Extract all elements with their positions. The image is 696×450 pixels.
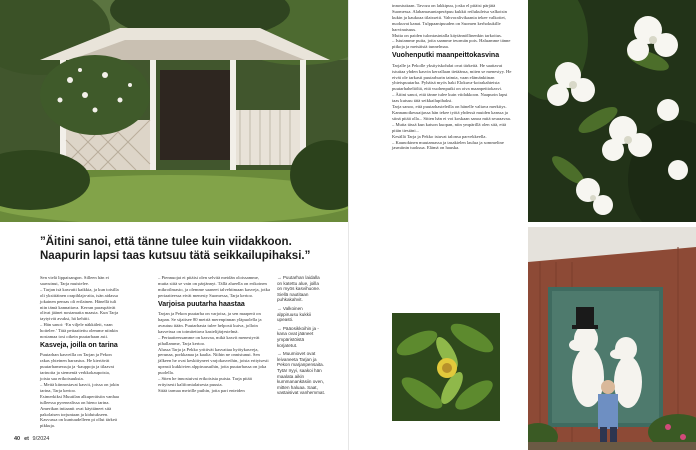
paragraph: – Mutta tässä kun katson kuopan, niin ympärillä olen sitä, että pitän tiestäni... [392,121,507,133]
photo-captions [277,275,325,399]
plant-closeup-photo [392,313,500,421]
caption-rhododendron: → Valkoinen alppiruusu kukkii upeasti. [277,305,311,323]
subheading: Vuohenputki maanpeittokasvina [392,52,500,60]
caption-shed: → Muumiovet ovat leivaneeta Tarjan ja Pekon marjanpensaita. Tytär Iryyi, saakoi hän maalata aikin kummanankäsiin oven, mitten haluaa. Saat, vastaisivat vanhemmat. [277,351,325,396]
paragraph: Sen vielä lippaisangon. Silleen hän ei saavutnut, Tarja muistelee. [40,275,109,286]
paragraph: Alussa Tarja ja Pekko yrittivät kasvattaa hyötykasveja, perunaa, porkkanaa ja kaalia. Niihin ne onnistunut. Sen jälkeen he ovat keskittyneet varjokasveihin, joista erityisesti upeasti kukkivien alppiruusuihin, jotta puutarhassa on joka puolella. [158,346,269,376]
paragraph: – Periaatteessamme on kasvaa, mikä kasvit menestyvät pihallamme, Tarja kertoo. [158,334,260,346]
body-column-3 [392,3,512,151]
pull-quote-line-1: ”Äitini sanoi, että tänne tulee kuin viidakkoon. [40,236,292,248]
paragraph: Tarjan ja Pekon puutarha on varjoisa, ja sen maaperä on hapan. Se sijaitsee 80 metriä merenpinnan yläpuolella ja avautuu itään. Puutarhasta tulee helposti kuiva, jolloin kasveissa on toimitettava kastelijärjestelmä. [158,311,262,334]
paragraph: Tarja sanoo, että puutarhasteleilla on hänelle valtava merkitys. Kannanoikeusaijassa hän tekee työtä yhdessä muiden kanssa ja siinä pitää olla... Sitten hän ei voi koskaan sanoa mitä seuraavaa. [392,104,511,121]
caption-plant: → Pääosikkoihin ja -kana ovat jääneet ympäristöistä korjatetut. [277,325,319,348]
subheading: Kasveja, joilla on tarina [40,341,118,349]
paragraph: – Hän sanoi: ‘En viljele näkkäleit, vaan hoitelee.’ Tätä pettaaitettu olemme niinkin nostamaa tosi oikein puutarhaan asti. [40,322,118,340]
body-column-1 [40,275,120,429]
body-column-2 [158,275,270,394]
paragraph: Tarjalle ja Pekolle yksityiskohdat ovat tärkeitä. He saattavat istuttaa yhden kasvin kerrallaan tietäänsa, miten se menestyy. He eivät ole tarkasti puutarhurin taimia, vaan elämänkiinan yhteispuutarha. Pyhäisä myös haki Elokuva-koirakahteista puutarhaheliöltä, että vuohenputki on oiva maanpeittokasvi. [392,62,512,92]
issue-number: 9/2024 [32,436,50,442]
paragraph: – Tarjan isä kasvatti kaikkia, ja kun toisilla oli yksittäinen orapihlaja-aita, isän aidassa jokainen pensas oli erilainen. Hänellä tuli niin tämä kannattava. Kerran paraspäivät olivat jäänet nostamatta maasta. Kun Tarja taytyivät avuksi, hä kehitti. [40,286,119,322]
paragraph: Mutta on paiden tulontasintalla käytännöllinenkin tarkoitus. [392,32,502,38]
paragraph: – Istutamme puita, joita saamme teurmän pois. Haluamme tänne pitkoja ja metsäistä tunnelmaa. [392,38,511,50]
paragraph: – Äitini sanoi, että tänne tulee kuin viidakkoon. Naapurin lapsi taas kutsuu tätä seikkailupihaksi. [392,92,508,104]
paragraph: Sitää tarmaa meirille puihin, jotta pari enteiden [158,387,245,393]
paragraph: innostuttaan. Tavoza on lakkipuu, joska el pitäisi pärjätä Suomessa. Alabamasuntaperäpuu kukkii reilukuleisa valkoisin kukin ja kaukoaa tilaissetti. Vahvoralivikaania tekee valkotiet, nuokuvat kanat. Tulppaanipuuden on Suomen kerhokukille harvinaisuus. [392,3,507,32]
page-number: 40 [14,436,21,442]
page-footer [14,436,49,442]
paragraph: Puutarhan kasveilla on Tarjan ja Pekon rakas yhteinen harrastus. He kiertävät puutarhamessuja ja -kauppoja ja tilaavat tarinoita ja siemeniä verkkokaupoista, joista saa erikoisuuksia. [40,352,114,382]
pull-quote [40,236,340,263]
subheading: Varjoisa puutarha haastaa [158,300,245,308]
paragraph: – Meitä kiinnostavat kasvit, joissa on jokin tarina, Tarja kertoo. [40,382,119,393]
magazine-name: et [24,436,30,442]
gazebo-photo [0,0,348,222]
white-rhododendron-photo [528,0,696,222]
paragraph: Esimerkiksi Muutilan alkuperäisiin vanhaa tulleessa pyrenealissa on hieno tarina. Amerikan intiaanit ovat käyttäneet sitä pakolaisen torjuntaan ja kidutukseen. Kasvussa on kuntuudelleen pi ollut tärkeä pikkuja. [40,393,119,429]
paragraph: Kesällä Tarja ja Pekko istuvat talonsa parvekkeella. [392,133,487,139]
paragraph: – Piennuojat ei pitäisi olen selvitä meidän oloissamme, mutta siitä se vain on pärjännyt. Tällä alueella on erikoinen mikroilmasto, ja olemme saaneet talvehtimaan kasveja, jotka periaatteessa eivät menesty Suomessa, Tarja kertoo. [158,275,270,298]
moomin-shed-photo [528,227,696,450]
pull-quote-line-2: Naapurin lapsi taas kutsuu tätä seikkailupihaksi.” [40,249,311,262]
paragraph: – Kaunokinen muutamassa ja tasakielen laulua ja sommeline jasmiinin tuoksua. Elämä on hauska. [392,139,504,151]
paragraph: – Siten he innostuivat erikoisista puista. Tarja pitää erityisesti kalifornialaisesta puusta. [158,376,252,387]
caption-gazebo: → Puutarhan laidalla on katettu alue, joilla on myös kasvihuone. Siellä nautitaan puhkakahvit. [277,275,321,303]
page-gutter [348,0,349,450]
